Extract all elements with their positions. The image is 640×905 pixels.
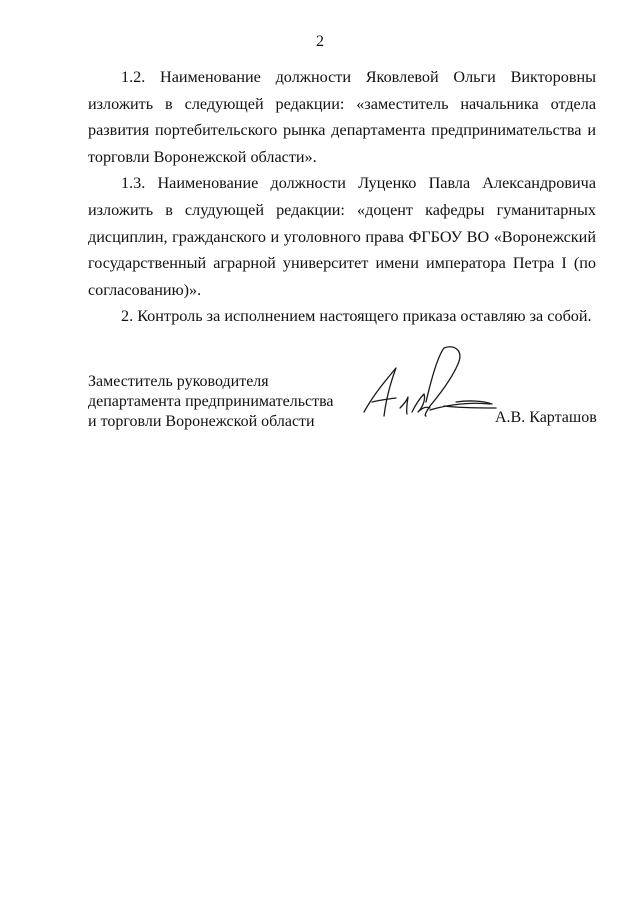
paragraph-1-3: 1.3. Наименование должности Луценко Павла Александровича изложить в слудующей редакции: «доцент кафедры гуманитарных дисциплин, гражданского и уголовного права ФГБОУ ВО «Воронежский государственный аграрной университет имени императора Петра I (по согласованию)». (88, 174, 596, 299)
signatory-position-line: Заместитель руководителя (88, 373, 269, 390)
signatory-position-line: департамента предпринимательства (88, 393, 334, 410)
signatory-position-line: и торговли Воронежской области (88, 413, 315, 430)
signatory-name: А.В. Карташов (495, 409, 597, 426)
paragraph-2: 2. Контроль за исполнением настоящего приказа оставляю за собой. (121, 307, 592, 326)
signatory-position (88, 372, 334, 432)
handwritten-signature (360, 342, 500, 434)
page-number: 2 (316, 33, 324, 50)
document-body (88, 64, 596, 330)
paragraph-1-2: 1.2. Наименование должности Яковлевой Ольги Викторовны изложить в следующей редакции: «заместитель начальника отдела развития портебительского рынка департамента предпринимательства и торговли Воронежской области». (88, 68, 596, 166)
